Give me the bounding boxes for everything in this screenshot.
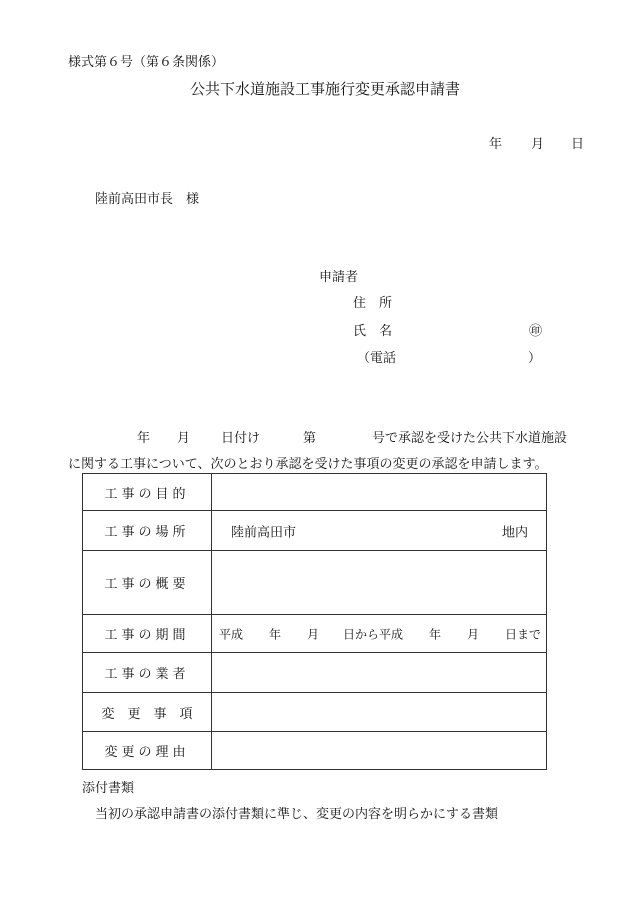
period-era-start: 平成 <box>219 627 244 641</box>
body-rest: 号で承認を受けた公共下水道施設 <box>372 431 568 446</box>
label-location: 工事の場所 <box>83 511 212 551</box>
row-reason <box>83 732 547 770</box>
applicant-name-label: 氏 名 <box>353 324 393 339</box>
date-day: 日 <box>571 137 585 152</box>
overview-field[interactable] <box>212 551 547 615</box>
body-day: 日付け <box>221 431 261 446</box>
applicant-tel-close: ） <box>528 351 542 366</box>
location-city: 陸前高田市 <box>231 525 297 540</box>
attachments-heading: 添付書類 <box>82 781 135 796</box>
period-day-end: 日まで <box>505 627 542 641</box>
period-day-start: 日から平成 <box>343 627 404 641</box>
label-changes: 変 更 事 項 <box>83 693 212 732</box>
document-title: 公共下水道施設工事施行変更承認申請書 <box>189 80 460 98</box>
label-reason: 変更の理由 <box>83 732 212 770</box>
row-overview <box>83 551 547 615</box>
period-field[interactable] <box>212 615 547 653</box>
applicant-heading: 申請者 <box>319 270 359 285</box>
period-month-start: 月 <box>307 627 320 641</box>
form-number: 様式第６号（第６条関係） <box>68 55 225 70</box>
date-year: 年 <box>489 137 503 152</box>
period-year-start: 年 <box>269 627 282 641</box>
reason-field[interactable] <box>212 732 547 770</box>
body-line-2: に関する工事について、次のとおり承認を受けた事項の変更の承認を申請します。 <box>68 457 548 472</box>
row-period <box>83 615 547 653</box>
row-location <box>83 511 547 551</box>
label-purpose: 工事の目的 <box>83 474 212 511</box>
row-changes <box>83 693 547 732</box>
applicant-address-label: 住 所 <box>353 296 393 311</box>
row-purpose <box>83 474 547 511</box>
location-field[interactable] <box>212 511 547 551</box>
purpose-field[interactable] <box>212 474 547 511</box>
body-month: 月 <box>177 431 191 446</box>
row-contractor <box>83 653 547 693</box>
body-year: 年 <box>137 431 151 446</box>
body-dai: 第 <box>303 431 317 446</box>
label-overview: 工事の概要 <box>83 551 212 615</box>
period-year-end: 年 <box>429 627 442 641</box>
addressee: 陸前高田市長 様 <box>95 192 200 207</box>
location-suffix: 地内 <box>502 525 529 540</box>
label-contractor: 工事の業者 <box>83 653 212 693</box>
period-month-end: 月 <box>467 627 480 641</box>
attachments-text: 当初の承認申請書の添付書類に準じ、変更の内容を明らかにする書類 <box>95 807 499 822</box>
contractor-field[interactable] <box>212 653 547 693</box>
date-month: 月 <box>531 137 545 152</box>
seal-mark: ㊞ <box>529 324 543 339</box>
label-period: 工事の期間 <box>83 615 212 653</box>
application-table <box>82 473 547 770</box>
applicant-tel-open: （電話 <box>357 351 397 366</box>
changes-field[interactable] <box>212 693 547 732</box>
